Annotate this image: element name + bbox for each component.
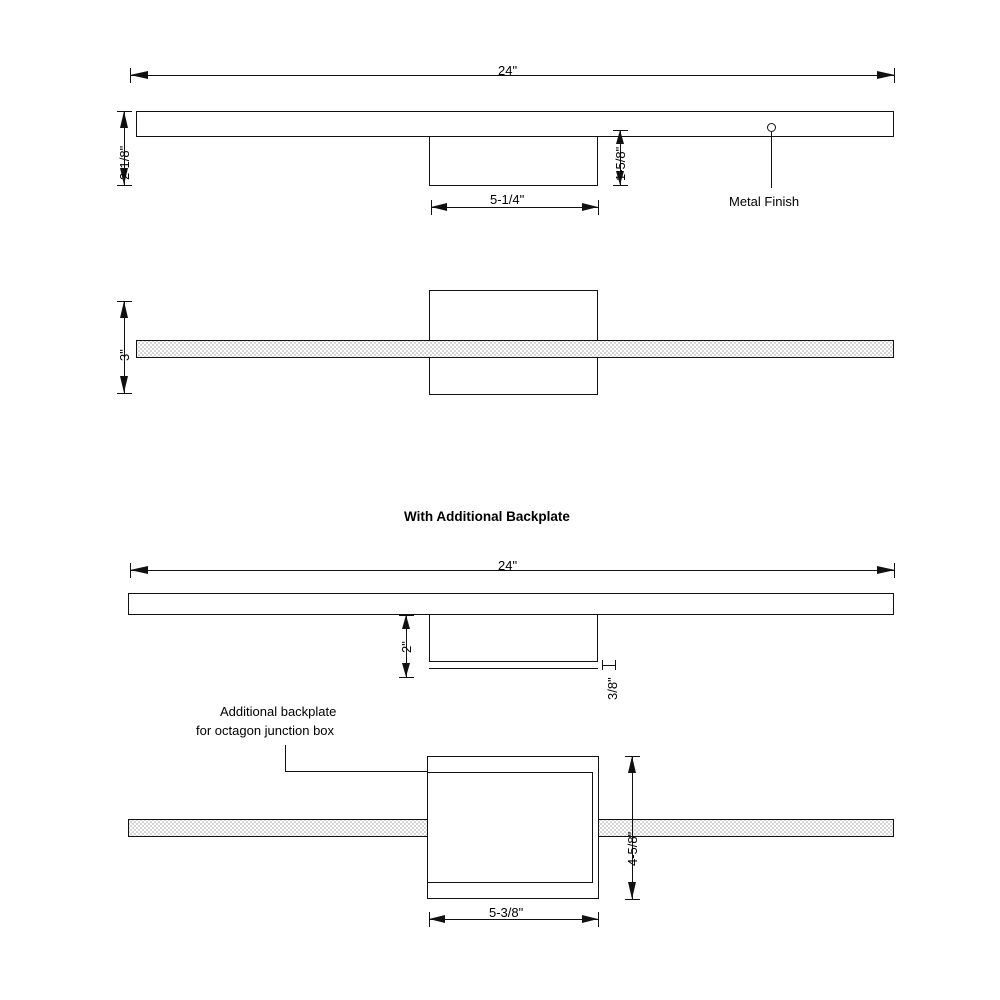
backplate-plate-edge-bottom-view — [429, 668, 598, 669]
dim-arrow-top-diffuser-height — [118, 301, 130, 321]
dim-arrow-bottom-backplate-height-plan — [626, 882, 638, 902]
fixture-body-front-elevation-bottom — [128, 593, 894, 615]
dim-label-overall-width-top: 24" — [498, 63, 518, 78]
dim-line-plate-thickness — [602, 665, 616, 666]
backplate-right-edge-bottom-view — [597, 615, 598, 662]
dim-arrow-left-backplate-width-top — [431, 201, 451, 213]
backplate-left-edge-bottom-view — [429, 615, 430, 662]
backplate-left-edge-top-view — [429, 137, 430, 185]
section-title-additional-backplate: With Additional Backplate — [404, 509, 570, 524]
dim-label-overall-width-bottom: 24" — [498, 558, 518, 573]
leader-horizontal-additional-backplate — [285, 771, 442, 772]
dim-line-backplate-width-top — [431, 207, 598, 208]
dim-label-backplate-height-bottom: 2" — [399, 641, 414, 653]
backplate-bottom-edge-top-view — [429, 185, 598, 186]
dim-arrow-bottom-backplate-height-bottom — [400, 663, 412, 681]
leader-dot-metal-finish — [767, 123, 776, 132]
dim-arrow-right-backplate-width-plan — [582, 913, 602, 925]
backplate-right-edge-top-view — [597, 137, 598, 185]
dim-arrow-left-backplate-width-plan — [429, 913, 449, 925]
dim-label-backplate-height-plan: 4-5/8" — [625, 831, 640, 866]
dim-label-backplate-width-plan: 5-3/8" — [489, 905, 524, 920]
dim-arrow-right-top-width — [877, 69, 899, 81]
inner-backplate-plan-view-top — [427, 772, 593, 883]
dim-arrow-top-backplate-height-plan — [626, 756, 638, 776]
dim-label-plate-thickness: 3/8" — [605, 677, 620, 700]
dim-arrow-left-top-width — [130, 69, 152, 81]
fixture-body-front-elevation — [136, 111, 894, 137]
dim-tick-right-plate-thickness — [615, 660, 616, 670]
dim-arrow-top-fixture-height — [118, 111, 130, 131]
leader-line-metal-finish — [771, 132, 772, 188]
dim-arrow-left-bottom-width — [130, 564, 152, 576]
dim-arrow-right-backplate-width-top — [582, 201, 602, 213]
dim-label-backplate-depth: 1-5/8" — [613, 146, 628, 181]
dim-arrow-right-bottom-width — [877, 564, 899, 576]
backplate-bottom-edge-bottom-view — [429, 661, 598, 662]
dim-label-fixture-height: 2-1/8" — [117, 145, 132, 180]
callout-additional-backplate-line2: for octagon junction box — [196, 723, 335, 738]
callout-metal-finish: Metal Finish — [729, 194, 800, 209]
dim-label-backplate-width-top: 5-1/4" — [490, 192, 525, 207]
dim-arrow-top-backplate-depth — [614, 130, 626, 148]
dim-arrow-bottom-diffuser-height — [118, 376, 130, 396]
dim-tick-left-plate-thickness — [602, 660, 603, 670]
diffuser-bar-plan-view-top — [136, 340, 894, 358]
dim-line-backplate-height-plan — [632, 756, 633, 899]
dim-arrow-top-backplate-height-bottom — [400, 615, 412, 633]
dim-label-diffuser-height: 3" — [117, 349, 132, 361]
callout-additional-backplate-line1: Additional backplate — [220, 704, 337, 719]
leader-vertical-additional-backplate — [285, 745, 286, 772]
